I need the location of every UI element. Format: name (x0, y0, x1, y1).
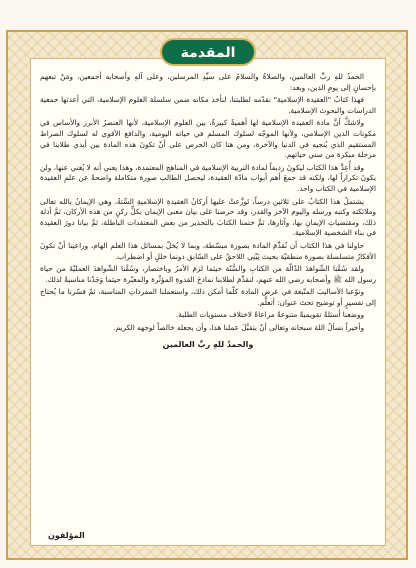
paragraph: ونوّعنا الأساليبَ المتّبعة في عرض المادة كلّما أمكن ذلك، واستعملنا المفرداتِ المناسبة، ثمّ فسّرنا ما يُحتاج إلى تفسيرٍ أو توضيح تحتَ عنوان: أتعلَّم. (40, 287, 376, 307)
closing-line: والحمدُ للهِ ربِّ العالمين (162, 339, 254, 349)
paragraph: وأخيراً نسألُ اللهَ سبحانه وتعالى أنْ يتقبَّلَ عملنا هذا، وأن يجعله خالصاً لوجهه الكريم. (113, 323, 364, 333)
page-title: المقدمة (160, 38, 256, 66)
paragraph: وقد أُعِدَّ هذا الكتاب ليكونَ رديفاً لمادة التربية الإسلامية في المناهج المعتمدة، وهذا يعني أنه لا يُغني عنها، ولن يكونَ تكراراً لها، ولكنه قد جمعَ أهم أبواب مادّة العقيدة، ليحصل الطالب صورة متكاملة واضحةً عن علمِ العقيدة الإسلامية في الكتاب واحد. (40, 162, 376, 193)
paragraph: يشتملُ هذا الكتابُ على ثلاثين درساً، تَوزَّعتْ عليها أركانُ العقيدةِ الإسلاميةِ السِّتةُ، وهي الإيمانُ بالله تعالى وملائكته وكتبه ورسله واليوم الآخر والقدر، وقد حرصنا على بيان معنى الإيمان بكلٍّ ركنٍ من هذه الأركان، ثمَّ أدلة ذلك، ومقتضياتِ الإيمانِ بها، وآثارها، ثمَّ ختمنا الكتابَ بالتحذير من بعض المعتقدات الباطلة، ثمَّ بيانا دورَ العقيدة في بناء الشخصية الإسلامية. (40, 196, 376, 238)
paragraph: حاولنا في هذا الكتاب أن نُقدِّمَ المادة بصورة مبسّطة، وبما لا يُخلّ بمسائل هذا العلم الهام، وراعينا أنْ تكونَ الأفكارُ متسلسلة بصورة منطقيّة بحيث يَبْنِي اللاحقُ على السّابق دونما خللٍ أو اضطراب. (40, 240, 376, 261)
paragraph: ووضعنا أسئلةً تقويميةً متنوعةً مراعاةً لاختلاف مستويات الطلبة. (175, 310, 364, 320)
document-body (40, 72, 376, 542)
paragraph: ولاشكَّ أنَّ مادة العقيدة الإسلامية لها أهميةٌ كبيرةٌ، بين العلوم الإسلامية، لأنها العنصرُ الأبرز والأساس في مكونات الدين الإسلامي، ولأنها الموجّه لسلوك المسلم في حياته اليومية، والدافع الأقوى له لسلوك الصراط المستقيم الذي يُنجيه في الدنيا والآخرة، ومن هنا كان الحرص على أنْ تكونَ هذه المادة بين أيدي طلابنا في مرحلة مبكرة من سني حياتهم. (40, 118, 376, 160)
paragraph: الحمدُ للهِ ربِّ العالمين، والصلاةُ والسلامُ على سيِّدِ المرسلين، وعلى آلهِ وأصحابه أجمعين، ومَنْ تبعهم بإحسانٍ إلى يومِ الدين، وبعد: (40, 72, 376, 92)
paragraph: فهذا كتابُ "العقيدة الإسلامية" نقدّمه لطلبتنا، لنأخذ مكانه ضمن سلسلة العلوم الإسلامية، التي أعدتها جمعية الدراسات والبحوث الإسلامية. (40, 95, 376, 115)
paragraph: ولقد سُقْنا الشّواهدَ الدّالّة من الكتابِ والسُّنّة حيثما لزمَ الأمرُ وباختصار، وسُقْنا الشّواهدَ العمليّةَ من حياة رسول الله ﷺ وأصحابه رضي الله عنهم، لنقدِّمَ لطلابنا نماذجَ القدوةِ المؤثّرة والمعبّرة حيثما وَجَدْنا مناسبةً لذلك. (40, 264, 376, 284)
authors-signature: المؤلفون (48, 531, 85, 540)
